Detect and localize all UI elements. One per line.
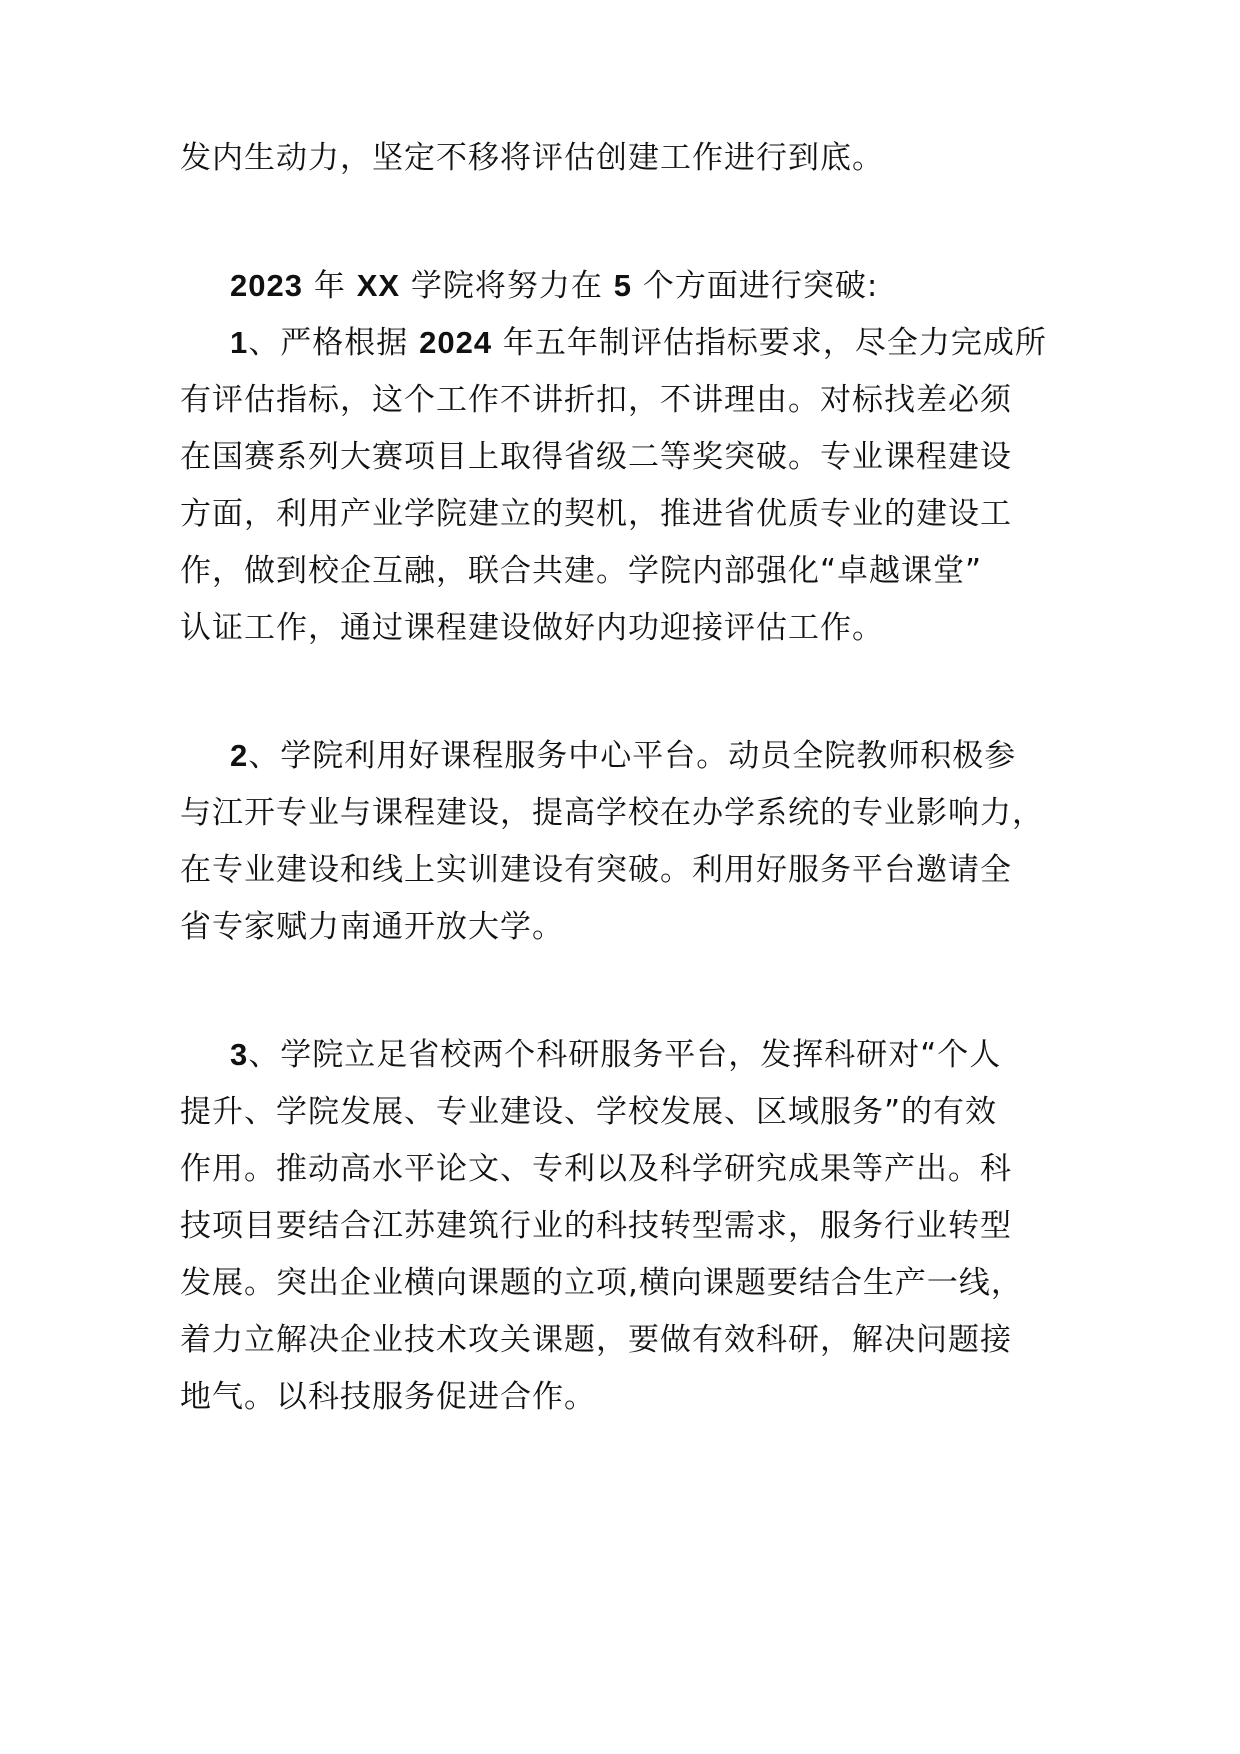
item1-text-b: 年五年制评估指标要求，尽全力完成所 [492, 325, 1047, 361]
item1-line: 有评估指标，这个工作不讲折扣，不讲理由。对标找差必须 [180, 382, 1012, 418]
item2-number: 2 [230, 738, 249, 773]
item1-line: 方面，利用产业学院建立的契机，推进省优质专业的建设工 [180, 496, 1012, 532]
item3-text: 、学院立足省校两个科研服务平台，发挥科研对“个人 [248, 1037, 1002, 1073]
item1-first-line [230, 323, 1047, 363]
item2-line: 省专家赋力南通开放大学。 [180, 909, 564, 945]
intro-text-1: 年 [302, 268, 357, 304]
item1-line: 在国赛系列大赛项目上取得省级二等奖突破。专业课程建设 [180, 439, 1012, 475]
item3-line: 发展。突出企业横向课题的立项,横向课题要结合生产一线， [180, 1265, 1023, 1301]
continuation-line: 发内生动力，坚定不移将评估创建工作进行到底。 [180, 140, 884, 176]
item3-first-line [230, 1035, 1001, 1075]
item2-line: 在专业建设和线上实训建设有突破。利用好服务平台邀请全 [180, 852, 1012, 888]
item1-line: 认证工作，通过课程建设做好内功迎接评估工作。 [180, 610, 884, 646]
item1-line: 作，做到校企互融，联合共建。学院内部强化“卓越课堂” [180, 553, 983, 589]
item2-first-line [230, 736, 1016, 776]
intro-text-2: 学院将努力在 [400, 268, 614, 304]
item3-line: 作用。推动高水平论文、专利以及科学研究成果等产出。科 [180, 1151, 1012, 1187]
item3-line: 着力立解决企业技术攻关课题，要做有效科研，解决问题接 [180, 1322, 1012, 1358]
item3-line: 技项目要结合江苏建筑行业的科技转型需求，服务行业转型 [180, 1208, 1012, 1244]
item1-number: 1 [230, 325, 249, 360]
item2-line: 与江开专业与课程建设，提高学校在办学系统的专业影响力， [180, 795, 1044, 831]
intro-text-3: 个方面进行突破: [632, 268, 879, 304]
intro-count: 5 [613, 268, 633, 303]
item3-number: 3 [230, 1037, 249, 1072]
item2-text: 、学院利用好课程服务中心平台。动员全院教师积极参 [248, 738, 1017, 774]
intro-line [230, 266, 878, 306]
item3-line: 提升、学院发展、专业建设、学校发展、区域服务”的有效 [180, 1094, 998, 1130]
intro-college-name: XX [356, 268, 401, 303]
item3-line: 地气。以科技服务促进合作。 [180, 1379, 596, 1415]
intro-year: 2023 [230, 268, 303, 303]
item1-year: 2024 [419, 325, 493, 360]
item1-text-a: 、严格根据 [248, 325, 420, 361]
